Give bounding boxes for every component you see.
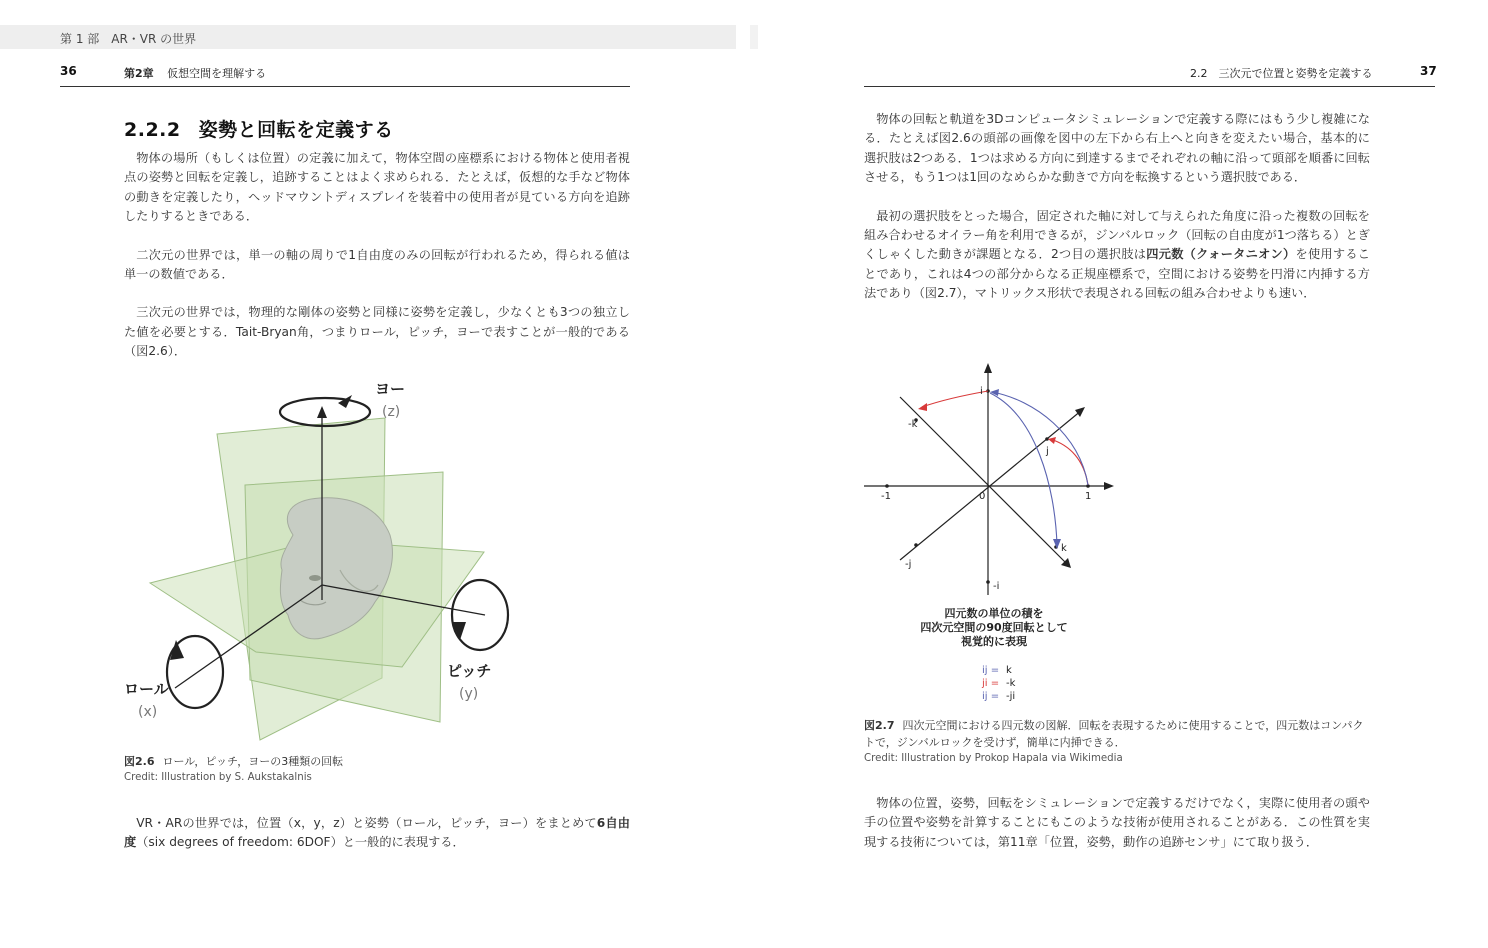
caption-text: ロール，ピッチ，ヨーの3種類の回転 <box>162 755 344 768</box>
caption-number: 図2.7 <box>864 719 895 732</box>
right-paragraph-1: 物体の回転と軌道を3Dコンピュータシミュレーションで定義する際にはもう少し複雑になる．たとえば図2.6の頭部の画像を図中の左下から右上へと向きを変えたい場合，基本的に選択肢は2つある．1つは求める方向に到達するまでそれぞれの軸に沿って頭部を順番に回転させる，もう1つは1回のなめらかな動きで方向を転換するという選択肢である． <box>864 112 1370 185</box>
red-arc-i-to-neg-k <box>922 391 988 407</box>
final-text-bold: 6自由度 <box>124 816 630 850</box>
left-final-paragraph <box>124 814 630 853</box>
figure-title-line-1: 四元数の単位の積を <box>944 607 1044 620</box>
chapter-title: 仮想空間を理解する <box>167 67 267 80</box>
section-number: 2.2.2 <box>124 119 181 141</box>
label-j: j <box>1046 446 1049 457</box>
figure-2-6-roll-pitch-yaw <box>110 370 530 750</box>
label-k: k <box>1061 543 1067 554</box>
blue-arc-1-to-i <box>992 392 1088 485</box>
left-paragraph-1: 物体の場所（もしくは位置）の定義に加えて，物体空間の座標系における物体と使用者視点の姿勢と回転を定義し，追跡することはよく求められる．たとえば，仮想的な手など物体の動きを定義したり，ヘッドマウントディスプレイを装着中の使用者が見ている方向を追跡したりするときである． <box>124 151 630 224</box>
figure-title-line-2: 四次元空間の90度回転として <box>920 621 1068 634</box>
right-paragraph-2-before: 最初の選択肢をとった場合，固定された軸に対して与えられた角度に沿った複数の回転を組み合わせるオイラー角を利用できるが，ジンバルロック（回転の自由度が1つ落ちる）とぎくしゃくした動きが課題となる．2つ目の選択肢は <box>864 208 1370 262</box>
right-page-number: 37 <box>1420 64 1437 78</box>
roll-label: ロール <box>124 680 169 698</box>
caption-text: 四次元空間における四元数の図解．回転を表現するために使用することで，四元数はコンパクトで，ジンバルロックを受けず，簡単に内挿できる． <box>864 719 1364 749</box>
equation-2-rhs: -k <box>1006 678 1016 689</box>
section-title: 姿勢と回転を定義する <box>198 119 394 141</box>
left-body-text <box>124 149 630 362</box>
yaw-label: ヨー <box>375 380 406 398</box>
part-title: 第 1 部 AR・VR の世界 <box>60 32 197 46</box>
red-arc-1-to-j <box>1050 439 1088 485</box>
right-body-text <box>864 110 1370 304</box>
part-header-bar-right <box>750 25 758 49</box>
left-page-number: 36 <box>60 64 77 78</box>
figure-2-6-caption <box>124 753 343 770</box>
left-running-header <box>124 65 266 81</box>
final-text-after: （six degrees of freedom: 6DOF）と一般的に表現する． <box>136 835 465 850</box>
yaw-rotation-arrow <box>280 398 370 426</box>
label-neg-k: -k <box>908 419 918 430</box>
right-paragraph-2-after: を使用することであり，これは4つの部分からなる正規座標系で，空間における姿勢を円滑に内挿する方法であり（図2.7），マトリックス形状で表現される回転の組み合わせよりも速い． <box>864 247 1370 301</box>
chapter-label: 第2章 <box>124 67 154 80</box>
figure-2-7-credit: Credit: Illustration by Prokop Hapala via Wikimedia <box>864 753 1123 764</box>
z-axis-arrowhead <box>317 406 327 418</box>
pitch-rotation-arrow <box>452 580 508 650</box>
j-axis <box>900 410 1082 560</box>
label-zero: 0 <box>979 491 986 502</box>
section-heading <box>124 115 394 142</box>
equation-3-lhs: ij = <box>982 691 1000 702</box>
blue-arc-i-to-k <box>990 393 1057 545</box>
caption-number: 図2.6 <box>124 755 155 768</box>
right-paragraph-3: 物体の位置，姿勢，回転をシミュレーションで定義するだけでなく，実際に使用者の頭や手の位置や姿勢を計算することにもこのような技術が使用されることがある．この性質を実現する技術については，第11章「位置，姿勢，動作の追跡センサ」にて取り扱う． <box>864 796 1370 849</box>
equation-3-rhs: -ji <box>1006 691 1016 702</box>
label-one: 1 <box>1085 491 1092 502</box>
pitch-axis-label: (y) <box>459 686 479 702</box>
yaw-axis-label: (z) <box>382 404 401 420</box>
roll-axis-label: (x) <box>138 704 158 720</box>
label-neg-j: -j <box>905 559 912 570</box>
right-paragraph-2-bold: 四元数（クォータニオン） <box>1146 247 1296 262</box>
figure-title-line-3: 視覚的に表現 <box>961 635 1027 648</box>
figure-2-7-caption <box>864 717 1370 751</box>
right-header-rule <box>864 86 1435 87</box>
left-paragraph-3: 三次元の世界では，物理的な剛体の姿勢と同様に姿勢を定義し，少なくとも3つの独立した値を必要とする．Tait-Bryan角，つまりロール，ピッチ，ヨーで表すことが一般的である（図2.6）． <box>124 305 630 359</box>
label-neg-one: -1 <box>881 491 891 502</box>
equation-1-rhs: k <box>1006 665 1012 676</box>
label-i: i <box>980 386 983 397</box>
right-running-header: 2.2 三次元で位置と姿勢を定義する <box>1190 67 1373 80</box>
equation-2-lhs: ji = <box>982 678 1000 689</box>
right-final-paragraph <box>864 794 1370 852</box>
equation-1-lhs: ij = <box>982 665 1000 676</box>
left-header-rule <box>60 86 630 87</box>
final-text-before: VR・ARの世界では，位置（x，y，z）と姿勢（ロール，ピッチ，ヨー）をまとめて <box>136 816 597 830</box>
pitch-label: ピッチ <box>447 662 492 680</box>
label-neg-i: -i <box>993 581 1000 592</box>
left-paragraph-2: 二次元の世界では，単一の軸の周りで1自由度のみの回転が行われるため，得られる値は単一の数値である． <box>124 247 630 282</box>
figure-2-6-credit: Credit: Illustration by S. Aukstakalnis <box>124 772 312 783</box>
figure-2-7-quaternion-diagram <box>860 355 1120 710</box>
